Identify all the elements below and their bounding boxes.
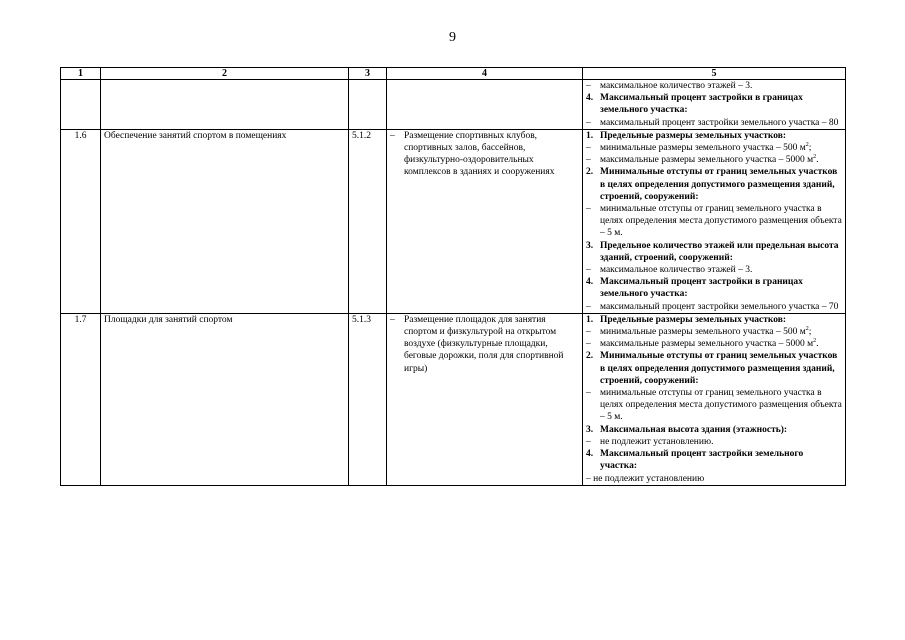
dash-marker: –: [586, 143, 591, 154]
header-col-3: 3: [349, 68, 387, 80]
list-item: [586, 154, 842, 166]
section-number: 1.: [586, 130, 594, 141]
list-item: [586, 326, 842, 338]
section-heading: [586, 166, 842, 203]
dash-marker: –: [586, 301, 591, 312]
section-heading: [586, 424, 842, 436]
dash-marker: –: [586, 436, 591, 447]
section-title: Максимальный процент застройки в границах земельного участка:: [600, 277, 803, 300]
section-heading: [586, 130, 842, 142]
list-item: [586, 436, 842, 448]
dash-marker: –: [586, 339, 591, 350]
list-item: [586, 387, 842, 424]
header-col-2: 2: [101, 68, 349, 80]
list-item: [586, 203, 842, 240]
section-number: 3.: [586, 240, 594, 251]
list-item-text: максимальный процент застройки земельного участка – 70: [600, 301, 839, 312]
section-title: Предельные размеры земельных участков:: [600, 130, 787, 141]
land-use-name: Обеспечение занятий спортом в помещениях: [101, 129, 349, 313]
regulations-table: [60, 67, 846, 486]
section-heading: [586, 314, 842, 326]
section-title: Максимальная высота здания (этажность):: [600, 424, 788, 435]
list-item-plain: – не подлежит установлению: [586, 473, 705, 484]
section-heading: [586, 92, 842, 116]
section-title: Максимальный процент застройки земельного участка:: [600, 449, 804, 472]
params-cell: [583, 129, 846, 313]
dash-marker: –: [586, 204, 591, 215]
list-item: [586, 338, 842, 350]
section-heading: [586, 240, 842, 264]
header-col-5: 5: [583, 68, 846, 80]
list-item: [586, 301, 842, 313]
header-col-4: 4: [387, 68, 583, 80]
list-item: [586, 80, 842, 92]
section-number: 2.: [586, 351, 594, 362]
header-row: [61, 68, 846, 80]
section-heading: [586, 276, 842, 300]
dash-marker: –: [390, 314, 395, 325]
land-use-code: 5.1.3: [349, 313, 387, 485]
list-item: [586, 264, 842, 276]
dash-marker: –: [586, 81, 591, 91]
section-title: Предельные размеры земельных участков:: [600, 314, 787, 325]
list-item-text: максимальный процент застройки земельного участка – 80: [600, 117, 839, 128]
section-title: Минимальные отступы от границ земельных участков в целях определения допустимого размещения зданий, строений, сооружений:: [600, 351, 838, 386]
section-heading: [586, 350, 842, 387]
page-number: 9: [449, 30, 456, 45]
dash-marker: –: [586, 155, 591, 166]
cell-empty: [387, 80, 583, 130]
section-title: Минимальные отступы от границ земельных участков в целях определения допустимого размещения зданий, строений, сооружений:: [600, 167, 838, 202]
dash-marker: –: [586, 388, 591, 399]
section-number: 2.: [586, 167, 594, 178]
land-use-description: [387, 129, 583, 313]
dash-marker: –: [586, 327, 591, 338]
list-item-text: минимальные отступы от границ земельного участка в целях определения места допустимого размещения объекта – 5 м.: [600, 388, 842, 423]
header-col-1: 1: [61, 68, 101, 80]
table-row: [61, 80, 846, 130]
row-number: 1.7: [61, 313, 101, 485]
table-row: [61, 313, 846, 485]
table-row: [61, 129, 846, 313]
list-item: [586, 117, 842, 129]
params-cell: [583, 313, 846, 485]
section-number: 4.: [586, 277, 594, 288]
list-item-text: минимальные размеры земельного участка – 500 $м^2$;: [600, 325, 812, 338]
cell-empty: [61, 80, 101, 130]
cell-empty: [101, 80, 349, 130]
row-number: 1.6: [61, 129, 101, 313]
land-use-description: [387, 313, 583, 485]
list-item-text: минимальные размеры земельного участка – 500 $м^2$;: [600, 141, 812, 154]
land-use-code: 5.1.2: [349, 129, 387, 313]
dash-marker: –: [586, 265, 591, 276]
section-number: 4.: [586, 93, 594, 104]
list-item-text: максимальное количество этажей – 3.: [600, 81, 753, 91]
description-text: Размещение площадок для занятия спортом и физкультурой на открытом воздухе (физкультурные площадки, беговые дорожки, поля для спортивной игры): [404, 314, 564, 374]
list-item-text: минимальные отступы от границ земельного участка в целях определения места допустимого размещения объекта – 5 м.: [600, 204, 842, 239]
list-item-text: не подлежит установлению.: [600, 436, 714, 447]
list-item-text: максимальные размеры земельного участка – 5000 $м^2$.: [600, 338, 819, 350]
section-heading: [586, 448, 842, 472]
params-cell: [583, 80, 846, 130]
cell-empty: [349, 80, 387, 130]
list-item-text: максимальные размеры земельного участка – 5000 $м^2$.: [600, 154, 819, 166]
section-title: Предельное количество этажей или предельная высота зданий, строений, сооружений:: [600, 240, 839, 263]
list-item: [586, 142, 842, 154]
land-use-name: Площадки для занятий спортом: [101, 313, 349, 485]
section-number: 4.: [586, 449, 594, 460]
dash-marker: –: [586, 117, 591, 128]
section-title: Максимальный процент застройки в границах земельного участка:: [600, 93, 803, 116]
section-number: 1.: [586, 314, 594, 325]
section-number: 3.: [586, 424, 594, 435]
list-item-text: максимальное количество этажей – 3.: [600, 265, 753, 276]
description-text: Размещение спортивных клубов, спортивных залов, бассейнов, физкультурно-оздоровительных комплексов в зданиях и сооружениях: [404, 130, 555, 178]
dash-marker: –: [390, 130, 395, 141]
